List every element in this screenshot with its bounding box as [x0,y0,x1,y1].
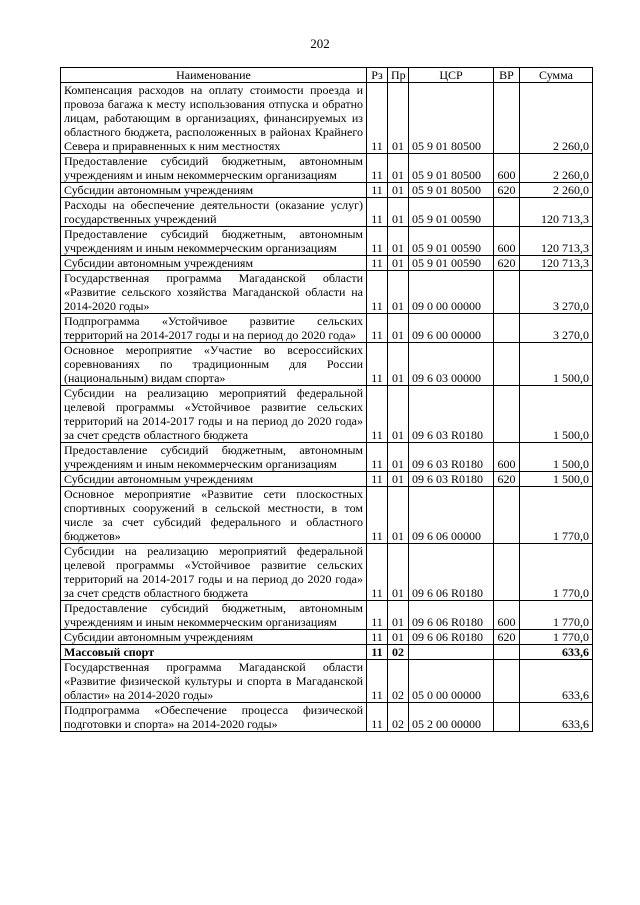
row-sum: 1 770,0 [520,544,593,601]
row-pr: 02 [388,660,409,703]
row-pr: 01 [388,227,409,256]
row-pr: 01 [388,271,409,314]
row-pr: 02 [388,645,409,660]
row-vr: 620 [494,472,520,487]
row-vr [494,314,520,343]
row-sum: 3 270,0 [520,271,593,314]
row-rz: 11 [367,227,388,256]
table-row [61,703,593,732]
row-rz: 11 [367,154,388,183]
row-csr: 09 6 06 R0180 [409,601,494,630]
row-name: Основное мероприятие «Развитие сети плоскостных спортивных сооружений в сельской местности, в том числе за счет субсидий федерального и областного бюджетов» [61,487,367,544]
table-row [61,544,593,601]
table-row [61,443,593,472]
row-csr: 05 9 01 80500 [409,154,494,183]
table-row [61,386,593,443]
row-pr: 01 [388,472,409,487]
row-pr: 02 [388,703,409,732]
row-vr: 600 [494,443,520,472]
header-name: Наименование [61,68,367,83]
header-csr: ЦСР [409,68,494,83]
row-sum: 1 500,0 [520,343,593,386]
row-name: Субсидии автономным учреждениям [61,472,367,487]
row-sum: 1 500,0 [520,443,593,472]
row-sum: 1 500,0 [520,472,593,487]
row-name: Предоставление субсидий бюджетным, автономным учреждениям и иным некоммерческим организациям [61,601,367,630]
row-vr: 620 [494,183,520,198]
row-rz: 11 [367,271,388,314]
row-vr: 620 [494,256,520,271]
header-vr: ВР [494,68,520,83]
row-pr: 01 [388,601,409,630]
row-vr [494,271,520,314]
row-pr: 01 [388,154,409,183]
row-rz: 11 [367,256,388,271]
row-pr: 01 [388,183,409,198]
row-name: Субсидии автономным учреждениям [61,256,367,271]
row-pr: 01 [388,343,409,386]
row-pr: 01 [388,630,409,645]
row-pr: 01 [388,256,409,271]
row-sum: 2 260,0 [520,183,593,198]
row-sum: 633,6 [520,645,593,660]
row-csr: 09 6 03 00000 [409,343,494,386]
row-csr: 05 9 01 00590 [409,256,494,271]
row-csr: 09 6 06 R0180 [409,630,494,645]
row-csr: 09 6 03 R0180 [409,443,494,472]
row-sum: 2 260,0 [520,154,593,183]
row-rz: 11 [367,630,388,645]
row-pr: 01 [388,544,409,601]
row-csr [409,645,494,660]
row-vr: 600 [494,227,520,256]
row-csr: 09 6 06 00000 [409,487,494,544]
table-row [61,645,593,660]
row-csr: 05 9 01 80500 [409,83,494,154]
table-row [61,630,593,645]
row-csr: 05 2 00 00000 [409,703,494,732]
row-sum: 3 270,0 [520,314,593,343]
table-row [61,314,593,343]
row-csr: 09 0 00 00000 [409,271,494,314]
row-name: Массовый спорт [61,645,367,660]
row-pr: 01 [388,443,409,472]
row-rz: 11 [367,183,388,198]
row-rz: 11 [367,343,388,386]
row-rz: 11 [367,660,388,703]
header-rz: Рз [367,68,388,83]
row-rz: 11 [367,645,388,660]
table-body [61,83,593,732]
row-pr: 01 [388,83,409,154]
row-csr: 09 6 03 R0180 [409,472,494,487]
row-sum: 120 713,3 [520,227,593,256]
table-row [61,83,593,154]
header-sum: Сумма [520,68,593,83]
row-name: Государственная программа Магаданской области «Развитие сельского хозяйства Магаданской области на 2014-2020 годы» [61,271,367,314]
row-vr [494,645,520,660]
row-csr: 09 6 06 R0180 [409,544,494,601]
row-name: Расходы на обеспечение деятельности (оказание услуг) государственных учреждений [61,198,367,227]
table-row [61,343,593,386]
row-name: Субсидии автономным учреждениям [61,183,367,198]
table-header [61,68,593,83]
row-sum: 1 770,0 [520,601,593,630]
row-pr: 01 [388,487,409,544]
row-vr [494,660,520,703]
row-sum: 1 770,0 [520,630,593,645]
row-name: Основное мероприятие «Участие во всероссийских соревнованиях по традиционным для России (национальным) видам спорта» [61,343,367,386]
row-rz: 11 [367,83,388,154]
table-row [61,660,593,703]
row-vr [494,83,520,154]
row-rz: 11 [367,314,388,343]
table-row [61,601,593,630]
row-name: Предоставление субсидий бюджетным, автономным учреждениям и иным некоммерческим организациям [61,227,367,256]
row-rz: 11 [367,601,388,630]
row-rz: 11 [367,386,388,443]
table-row [61,256,593,271]
table-row [61,472,593,487]
row-name: Субсидии автономным учреждениям [61,630,367,645]
row-name: Субсидии на реализацию мероприятий федеральной целевой программы «Устойчивое развитие сельских территорий на 2014-2017 годы и на период до 2020 года» за счет средств областного бюджета [61,386,367,443]
row-pr: 01 [388,198,409,227]
row-pr: 01 [388,314,409,343]
row-csr: 05 0 00 00000 [409,660,494,703]
row-name: Подпрограмма «Устойчивое развитие сельских территорий на 2014-2017 годы и на период до 2020 года» [61,314,367,343]
row-vr [494,198,520,227]
row-vr [494,343,520,386]
row-vr: 620 [494,630,520,645]
row-csr: 09 6 00 00000 [409,314,494,343]
row-rz: 11 [367,443,388,472]
row-sum: 1 500,0 [520,386,593,443]
header-pr: Пр [388,68,409,83]
row-csr: 09 6 03 R0180 [409,386,494,443]
row-sum: 120 713,3 [520,198,593,227]
row-vr: 600 [494,601,520,630]
table-row [61,183,593,198]
row-csr: 05 9 01 00590 [409,198,494,227]
row-rz: 11 [367,472,388,487]
table-row [61,198,593,227]
row-name: Субсидии на реализацию мероприятий федеральной целевой программы «Устойчивое развитие сельских территорий на 2014-2017 годы и на период до 2020 года» за счет средств областного бюджета [61,544,367,601]
row-rz: 11 [367,487,388,544]
row-vr [494,487,520,544]
row-vr: 600 [494,154,520,183]
row-pr: 01 [388,386,409,443]
row-vr [494,544,520,601]
row-vr [494,703,520,732]
table-row [61,227,593,256]
row-sum: 2 260,0 [520,83,593,154]
row-name: Предоставление субсидий бюджетным, автономным учреждениям и иным некоммерческим организациям [61,443,367,472]
row-name: Компенсация расходов на оплату стоимости проезда и провоза багажа к месту использования отпуска и обратно лицам, работающим в организациях, финансируемых из областного бюджета, расположенных в районах Крайнего Севера и приравненных к ним местностях [61,83,367,154]
table-row [61,271,593,314]
row-name: Государственная программа Магаданской области «Развитие физической культуры и спорта в Магаданской области» на 2014-2020 годы» [61,660,367,703]
row-vr [494,386,520,443]
row-name: Подпрограмма «Обеспечение процесса физической подготовки и спорта» на 2014-2020 годы» [61,703,367,732]
page-number: 202 [310,36,330,51]
row-name: Предоставление субсидий бюджетным, автономным учреждениям и иным некоммерческим организациям [61,154,367,183]
table-row [61,487,593,544]
row-csr: 05 9 01 80500 [409,183,494,198]
row-rz: 11 [367,703,388,732]
row-csr: 05 9 01 00590 [409,227,494,256]
row-sum: 633,6 [520,703,593,732]
row-sum: 1 770,0 [520,487,593,544]
header-row [61,68,593,83]
row-sum: 120 713,3 [520,256,593,271]
table-row [61,154,593,183]
row-sum: 633,6 [520,660,593,703]
budget-table [60,67,593,732]
row-rz: 11 [367,544,388,601]
row-rz: 11 [367,198,388,227]
